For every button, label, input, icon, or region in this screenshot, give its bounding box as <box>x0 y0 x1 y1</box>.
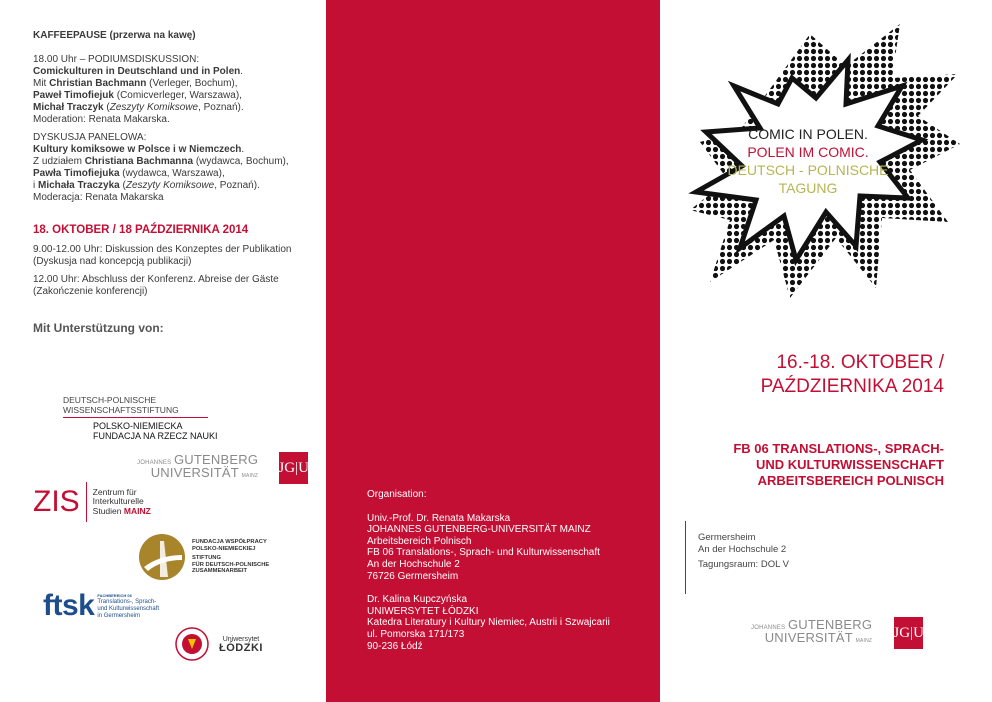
org1-line: Univ.-Prof. Dr. Renata Makarska <box>367 512 511 524</box>
support-heading: Mit Unterstützung von: <box>33 321 164 335</box>
podium-p3-rest: , Poznań). <box>198 102 244 113</box>
org2-line: Dr. Kalina Kupczyńska <box>367 594 468 606</box>
jgu-left-universitat: UNIVERSITÄT <box>150 465 239 480</box>
zis-logo <box>33 482 151 522</box>
dpws-divider <box>63 417 208 418</box>
venue-block <box>685 521 789 594</box>
dpws-de-1: DEUTSCH-POLNISCHE <box>63 395 157 405</box>
panel-p3-mag: Zeszyty Komiksowe <box>125 180 215 191</box>
zis-mainz: MAINZ <box>123 505 151 516</box>
org2-line: ul. Pomorska 171/173 <box>367 628 465 640</box>
org1-line: JOHANNES GUTENBERG-UNIVERSITÄT MAINZ <box>367 524 591 536</box>
jgu-wordmark-left <box>137 452 259 481</box>
jgu-right-universitat: UNIVERSITÄT <box>764 630 853 645</box>
podium-p3-mag: Zeszyty Komiksowe <box>109 102 199 113</box>
jgu-logo-left <box>137 452 308 484</box>
fwpn-text <box>192 539 269 575</box>
panel-block <box>33 132 308 204</box>
fwpn-line-3: STIFTUNG <box>192 555 221 562</box>
title-line-2: POLEN IM COMIC. <box>747 144 869 160</box>
title-line-4: TAGUNG <box>778 180 838 196</box>
panel-p3-paren: ( <box>122 180 126 191</box>
fwpn-line-2: POLSKO-NIEMIECKIEJ <box>192 545 256 552</box>
jgu-left-gutenberg: GUTENBERG <box>173 452 259 467</box>
zis-text <box>93 488 151 517</box>
org1-line: FB 06 Translations-, Sprach- und Kulturwissenschaft <box>367 547 600 559</box>
department-line-1: FB 06 TRANSLATIONS-, SPRACH- <box>733 441 944 456</box>
podium-moderation: Moderation: Renata Makarska. <box>33 114 170 125</box>
middle-panel <box>326 0 660 702</box>
day2-item-1: 9.00-12.00 Uhr: Diskussion des Konzeptes der Publikation (Dyskusja nad koncepcją publikacji) <box>33 244 292 267</box>
dpws-pl-1: POLSKO-NIEMIECKA <box>93 421 183 431</box>
fwpn-emblem-icon <box>138 533 186 581</box>
panel-title: Kultury komiksowe w Polsce i w Niemczech <box>33 144 242 155</box>
day2-heading: 18. OKTOBER / 18 PAŹDZIERNIKA 2014 <box>33 224 249 236</box>
jgu-logo-right <box>751 617 923 649</box>
org1-line: An der Hochschule 2 <box>367 558 460 570</box>
jgu-left-johannes: JOHANNES <box>137 460 172 466</box>
jgu-mark-right: JG|U <box>894 617 923 649</box>
uld-line-1: Uniwersytet <box>222 636 260 643</box>
fwpn-line-4: FÜR DEUTSCH-POLNISCHE <box>192 561 270 568</box>
uld-seal-icon <box>175 627 209 661</box>
podium-p2-name: Paweł Timofiejuk <box>33 90 114 101</box>
ftsk-line-1: Translations-, Sprach- <box>97 599 157 605</box>
panel-moderation: Moderacja: Renata Makarska <box>33 192 164 203</box>
jgu-wordmark-right <box>751 617 873 646</box>
ftsk-line-2: und Kulturwissenschaft <box>97 606 160 612</box>
uld-logo <box>175 627 263 661</box>
ftsk-line-0: FACHBEREICH 06 <box>97 593 132 598</box>
podium-p3-name: Michał Traczyk <box>33 102 104 113</box>
panel-p3 <box>33 180 308 192</box>
fwpn-logo <box>138 533 269 581</box>
org-address-1 <box>367 513 660 583</box>
podium-title-line <box>33 66 308 78</box>
dpws-logo <box>63 396 218 441</box>
jgu-right-johannes: JOHANNES <box>751 625 786 631</box>
department <box>733 441 944 489</box>
panel-conj: i <box>33 180 36 191</box>
org2-line: 90-236 Łódź <box>367 640 423 652</box>
day2-item-2: 12.00 Uhr: Abschluss der Konferenz. Abreise der Gäste (Zakończenie konferencji) <box>33 274 279 297</box>
podium-time: 18.00 Uhr – PODIUMSDISKUSSION: <box>33 54 200 65</box>
podium-p1-name: Christian Bachmann <box>49 78 147 89</box>
zis-mark: ZIS <box>33 485 80 518</box>
org2-line: UNIWERSYTET ŁÓDZKI <box>367 605 479 617</box>
ftsk-text <box>97 592 159 620</box>
podium-p3 <box>33 102 308 114</box>
event-title <box>723 125 893 197</box>
podium-p2 <box>33 90 308 102</box>
panel-with: Z udziałem <box>33 156 82 167</box>
zis-line-2: Interkulturelle <box>92 496 144 507</box>
panel-p1-name: Christiana Bachmanna <box>84 156 194 167</box>
date-line-2: PAŹDZIERNIKA 2014 <box>760 376 944 397</box>
jgu-right-gutenberg: GUTENBERG <box>787 617 873 632</box>
org2-line: Katedra Literatury i Kultury Niemiec, Austrii i Szwajcarii <box>367 617 610 629</box>
podium-p1 <box>33 78 308 90</box>
jgu-left-mainz: MAINZ <box>241 473 259 479</box>
podium-p1-role: (Verleger, Bochum), <box>149 78 238 89</box>
org1-line: Arbeitsbereich Polnisch <box>367 535 472 547</box>
venue-room: Tagungsraum: DOL V <box>698 559 789 570</box>
fwpn-line-5: ZUSAMMENARBEIT <box>192 568 248 575</box>
zis-divider <box>86 482 87 522</box>
panel-p2-role: (wydawca, Warszawa), <box>122 168 225 179</box>
panel-p3-name: Michała Traczyka <box>38 180 120 191</box>
department-line-2: UND KULTURWISSENSCHAFT <box>755 457 944 472</box>
org-address-2 <box>367 594 660 652</box>
venue-city: Germersheim <box>698 532 756 543</box>
date-line-1: 16.-18. OKTOBER / <box>776 352 944 373</box>
podium-p3-paren: ( <box>106 102 110 113</box>
uld-text <box>219 635 263 653</box>
fwpn-line-1: FUNDACJA WSPÓŁPRACY <box>192 539 267 546</box>
dpws-de-2: WISSENSCHAFTSSTIFTUNG <box>63 404 179 415</box>
uld-line-2: ŁÓDZKI <box>219 642 263 654</box>
panel-p1-role: (wydawca, Bochum), <box>195 156 289 167</box>
podium-with: Mit <box>33 78 47 89</box>
org1-line: 76726 Germersheim <box>367 570 459 582</box>
zis-line-3: Studien <box>92 505 122 516</box>
panel-title-end: . <box>241 144 245 155</box>
org-heading: Organisation: <box>367 489 427 500</box>
panel-head: DYSKUSJA PANELOWA: <box>33 132 147 143</box>
venue-street: An der Hochschule 2 <box>698 543 787 555</box>
podium-title-end: . <box>240 66 244 77</box>
ftsk-logo <box>43 589 159 623</box>
department-line-3: ARBEITSBEREICH POLNISCH <box>757 473 944 488</box>
title-line-1: COMIC IN POLEN. <box>748 126 868 142</box>
zis-line-1: Zentrum für <box>92 486 137 497</box>
event-date <box>761 351 944 399</box>
podium-p2-role: (Comicverleger, Warszawa), <box>116 90 242 101</box>
jgu-mark-left: JG|U <box>279 452 308 484</box>
jgu-right-mainz: MAINZ <box>855 638 873 644</box>
panel-p1 <box>33 156 308 180</box>
dpws-pl-2: FUNDACJA NA RZECZ NAUKI <box>93 430 218 441</box>
podium-block <box>33 54 308 126</box>
ftsk-line-3: in Germersheim <box>97 613 141 619</box>
coffee-break: KAFFEEPAUSE (przerwa na kawę) <box>33 30 196 41</box>
panel-p3-rest: , Poznań). <box>214 180 260 191</box>
ftsk-mark: ftsk <box>43 589 95 622</box>
title-line-3: DEUTSCH - POLNISCHE <box>727 162 889 178</box>
podium-title: Comickulturen in Deutschland und in Polen <box>33 66 241 77</box>
panel-p2-name: Pawła Timofiejuka <box>33 168 120 179</box>
panel-title-line <box>33 144 308 156</box>
